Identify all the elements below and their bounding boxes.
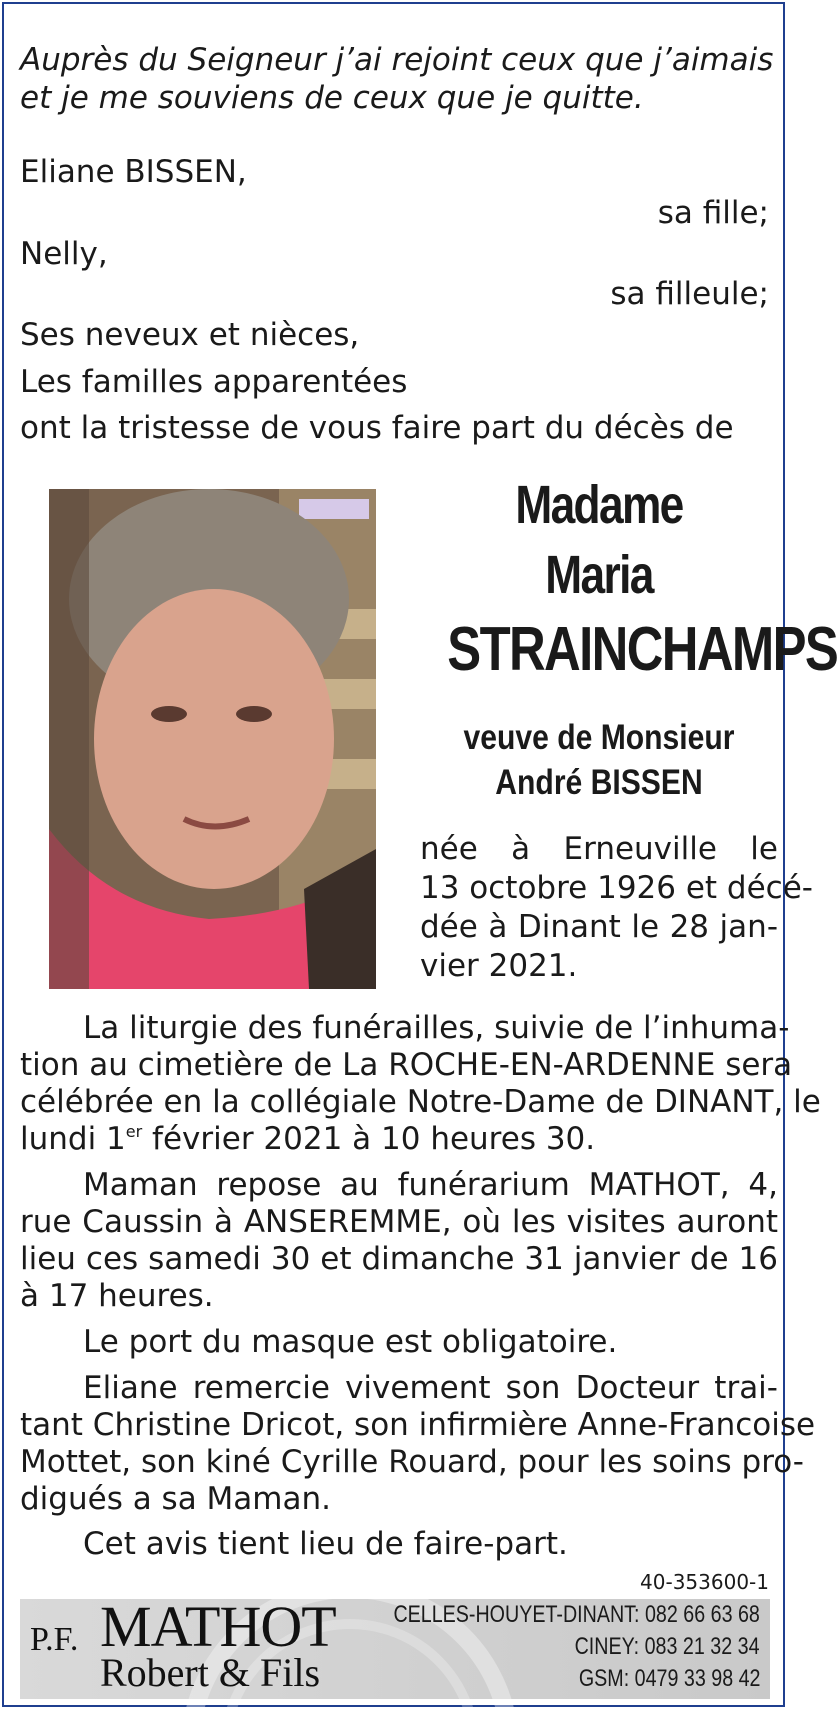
last-name: STRAINCHAMPS bbox=[447, 615, 837, 684]
phone-line-2: CINEY: 083 21 32 34 bbox=[575, 1633, 760, 1660]
visitation-line-3: lieu ces samedi 30 et dimanche 31 janvier de 16 bbox=[20, 1241, 778, 1277]
funeral-line-3: célébrée en la collégiale Notre-Dame de DINANT, le bbox=[20, 1084, 821, 1120]
family-relation-2: sa filleule; bbox=[610, 276, 769, 312]
thanks-line-4: digués a sa Maman. bbox=[20, 1481, 331, 1517]
visitation-line-4: à 17 heures. bbox=[20, 1278, 214, 1314]
verse-line-2: et je me souviens de ceux que je quitte. bbox=[20, 80, 644, 116]
birth-line-1: née à Erneuville le bbox=[420, 831, 778, 867]
phone-line-3: GSM: 0479 33 98 42 bbox=[578, 1665, 760, 1692]
phone-line-1: CELLES-HOUYET-DINANT: 082 66 63 68 bbox=[393, 1601, 760, 1628]
funeral-home-subtitle: Robert & Fils bbox=[100, 1650, 321, 1695]
funeral-line-2: tion au cimetière de La ROCHE-EN-ARDENNE sera bbox=[20, 1047, 793, 1083]
birth-line-4: vier 2021. bbox=[420, 948, 578, 984]
funeral-line-4: lundi 1er février 2021 à 10 heures 30. bbox=[20, 1121, 596, 1157]
portrait-illustration bbox=[49, 489, 376, 989]
mask-notice: Le port du masque est obligatoire. bbox=[83, 1324, 618, 1360]
visitation-line-1: Maman repose au funérarium MATHOT, 4, bbox=[83, 1167, 778, 1203]
funeral-paragraph bbox=[20, 1010, 821, 1158]
family-line-relatives: Les familles apparentées bbox=[20, 364, 408, 400]
visitation-paragraph bbox=[20, 1167, 778, 1315]
visitation-line-2: rue Caussin à ANSEREMME, où les visites auront bbox=[20, 1204, 778, 1240]
thanks-line-3: Mottet, son kiné Cyrille Rouard, pour les soins pro- bbox=[20, 1444, 804, 1480]
reference-number: 40-353600-1 bbox=[640, 1570, 769, 1594]
thanks-line-2: tant Christine Dricot, son infirmière Anne-Francoise bbox=[20, 1407, 816, 1443]
family-name-2: Nelly, bbox=[20, 236, 108, 272]
birth-line-3: dée à Dinant le 28 jan- bbox=[420, 909, 778, 945]
family-line-nephews: Ses neveux et nièces, bbox=[20, 317, 360, 353]
verse-line-1: Auprès du Seigneur j’ai rejoint ceux que j’aimais bbox=[20, 42, 774, 78]
obituary-notice bbox=[2, 2, 837, 1707]
birth-death-text bbox=[420, 830, 813, 986]
funeral-home-name: MATHOT bbox=[100, 1594, 336, 1659]
thanks-line-1: Eliane remercie vivement son Docteur trai- bbox=[83, 1370, 778, 1406]
family-relation-1: sa fille; bbox=[657, 195, 769, 231]
funeral-home-prefix: P.F. bbox=[30, 1621, 79, 1658]
birth-line-2: 13 octobre 1926 et décé- bbox=[420, 870, 813, 906]
portrait-photo bbox=[49, 489, 376, 989]
notice-statement: Cet avis tient lieu de faire-part. bbox=[83, 1526, 568, 1562]
funeral-line-1: La liturgie des funérailles, suivie de l’inhuma- bbox=[83, 1010, 790, 1046]
funeral-home-banner bbox=[20, 1594, 770, 1699]
widow-line-1: veuve de Monsieur bbox=[463, 718, 735, 757]
title-madame: Madame bbox=[515, 475, 683, 535]
announcement-line: ont la tristesse de vous faire part du décès de bbox=[20, 410, 734, 446]
widow-line-2: André BISSEN bbox=[495, 763, 703, 802]
first-name: Maria bbox=[545, 545, 653, 605]
family-name-1: Eliane BISSEN, bbox=[20, 154, 247, 190]
thanks-paragraph bbox=[20, 1370, 816, 1518]
